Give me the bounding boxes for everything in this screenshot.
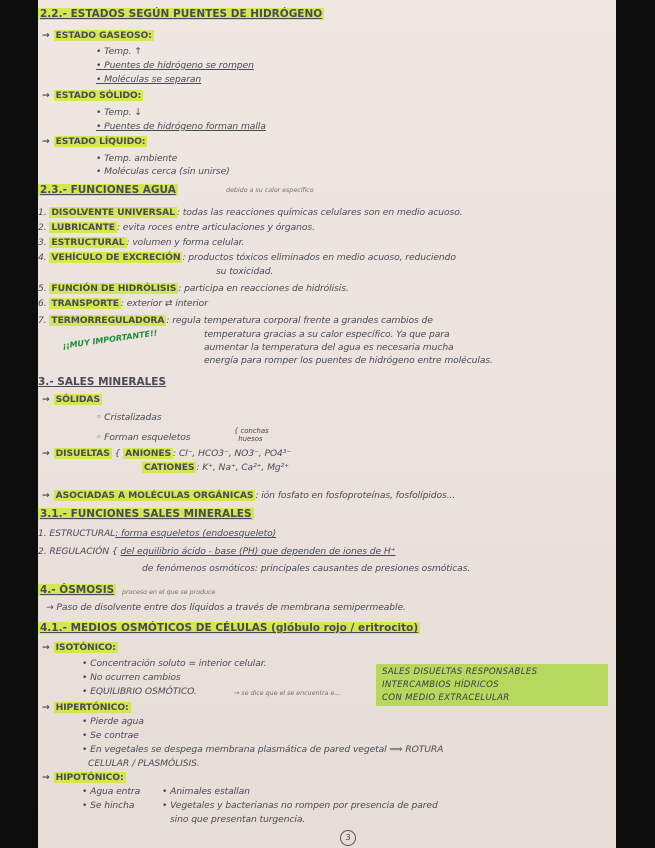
isotonico-heading: → ISOTÓNICO:	[42, 642, 116, 653]
hipertonico-item: • Se contrae	[82, 730, 139, 741]
solidas-item: ◦ Forman esqueletos	[96, 432, 191, 443]
solido-item: • Temp. ↓	[96, 107, 142, 118]
function-item-3: 3. ESTRUCTURAL : volumen y forma celular.	[38, 237, 245, 248]
hipertonico-item: • Pierde agua	[82, 716, 144, 727]
gaseoso-item: • Temp. ↑	[96, 46, 142, 57]
brace-list: { conchas huesos	[234, 427, 269, 443]
hipotonico-detail: • Vegetales y bacterianas no rompen por presencia de pared	[162, 800, 438, 811]
hipotonico-detail: sino que presentan turgencia.	[170, 814, 306, 825]
osmosis-definition: → Paso de disolvente entre dos líquidos a través de membrana semipermeable.	[46, 602, 406, 613]
thermo-line: energía para romper los puentes de hidrógeno entre moléculas.	[204, 355, 493, 366]
gaseoso-item: • Puentes de hidrógeno se rompen	[96, 60, 254, 71]
function-item-7: 7. TERMORREGULADORA : regula temperatura corporal frente a grandes cambios de	[38, 315, 433, 326]
liquido-heading: → ESTADO LÍQUIDO:	[42, 136, 146, 147]
page-number: 3	[340, 830, 356, 846]
liquido-item: • Temp. ambiente	[96, 153, 178, 164]
isotonico-item: • Concentración soluto = interior celular.	[82, 658, 267, 669]
notebook-page	[38, 0, 616, 848]
asociadas-heading: → ASOCIADAS A MOLÉCULAS ORGÁNICAS : ión fosfato en fosfoproteínas, fosfolípidos...	[42, 490, 456, 501]
hipotonico-item: • Agua entra	[82, 786, 141, 797]
function-item-4-cont: su toxicidad.	[216, 266, 274, 277]
solidas-heading: → SÓLIDAS	[42, 394, 100, 405]
section-4-title: 4.- ÓSMOSIS	[40, 584, 115, 596]
function-item-1: 1. DISOLVENTE UNIVERSAL : todas las reacciones químicas celulares son en medio acuoso.	[38, 207, 463, 218]
sales-function-2-cont: de fenómenos osmóticos: principales causantes de presiones osmóticas.	[142, 563, 471, 574]
disueltas-heading: → DISUELTAS { ANIONES : Cl⁻, HCO3⁻, NO3⁻, PO4³⁻	[42, 448, 292, 459]
function-item-4: 4. VEHÍCULO DE EXCRECIÓN : productos tóxicos eliminados en medio acuoso, reduciendo	[38, 252, 456, 263]
function-item-6: 6. TRANSPORTE : exterior ⇄ interior	[38, 298, 208, 309]
isotonico-note: → se dice que el se encuentra e...	[234, 689, 341, 697]
section-23-note: debido a su calor específico	[226, 186, 314, 194]
section-22-title: 2.2.- ESTADOS SEGÚN PUENTES DE HIDRÓGENO	[40, 8, 323, 20]
cationes-line: CATIONES : K⁺, Na⁺, Ca²⁺, Mg²⁺	[144, 462, 289, 473]
section-41-title: 4.1.- MEDIOS OSMÓTICOS DE CÉLULAS (glóbulo rojo / eritrocito)	[40, 622, 419, 634]
function-item-5: 5. FUNCIÓN DE HIDRÓLISIS : participa en reacciones de hidrólisis.	[38, 283, 349, 294]
thermo-line: temperatura gracias a su calor específico. Ya que para	[204, 329, 450, 340]
section-3-title: 3.- SALES MINERALES	[38, 376, 167, 388]
hipotonico-item: • Se hincha	[82, 800, 135, 811]
section-4-note: proceso en el que se produce	[122, 588, 216, 596]
thermo-line: aumentar la temperatura del agua es necesaria mucha	[204, 342, 454, 353]
important-note: ¡¡MUY IMPORTANTE!!	[61, 328, 158, 351]
sales-disueltas-callout: SALES DISUELTAS RESPONSABLES INTERCAMBIOS HÍDRICOS CON MEDIO EXTRACELULAR	[376, 664, 608, 706]
solido-heading: → ESTADO SÓLIDO:	[42, 90, 142, 101]
hipotonico-detail: • Animales estallan	[162, 786, 250, 797]
section-31-title: 3.1.- FUNCIONES SALES MINERALES	[40, 508, 252, 520]
hipotonico-heading: → HIPOTÓNICO:	[42, 772, 124, 783]
hipertonico-item: • En vegetales se despega membrana plasmática de pared vegetal ⟹ ROTURA	[82, 744, 444, 755]
section-23-title: 2.3.- FUNCIONES AGUA	[40, 184, 176, 196]
hipertonico-heading: → HIPERTÓNICO:	[42, 702, 129, 713]
liquido-item: • Moléculas cerca (sin unirse)	[96, 166, 230, 177]
solido-item: • Puentes de hidrógeno forman malla	[96, 121, 266, 132]
sales-function-1: 1. ESTRUCTURAL: forma esqueletos (endoesqueleto)	[38, 528, 277, 539]
isotonico-item: • EQUILIBRIO OSMÓTICO.	[82, 686, 197, 697]
isotonico-item: • No ocurren cambios	[82, 672, 181, 683]
sales-function-2: 2. REGULACIÓN { del equilibrio ácido - base (PH) que dependen de iones de H⁺	[38, 546, 396, 557]
gaseoso-item: • Moléculas se separan	[96, 74, 202, 85]
function-item-2: 2. LUBRICANTE : evita roces entre articulaciones y órganos.	[38, 222, 315, 233]
solidas-item: ◦ Cristalizadas	[96, 412, 162, 423]
gaseoso-heading: → ESTADO GASEOSO:	[42, 30, 152, 41]
hipertonico-item-cont: CELULAR / PLASMÓLISIS.	[88, 758, 200, 769]
